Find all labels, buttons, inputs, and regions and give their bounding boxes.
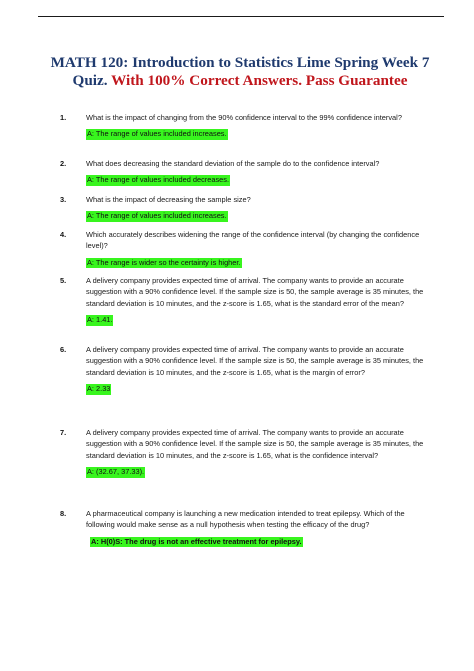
question-text: What does decreasing the standard deviation of the sample do to the confidence interval? [86, 159, 380, 168]
answer-highlight: A: 2.33 [87, 384, 111, 394]
title-accent: With 100% Correct Answers. Pass Guarantee [111, 72, 408, 89]
question-number: 2. [60, 159, 67, 168]
question-number: 5. [60, 276, 67, 285]
answer-highlight: A: H(0)S: The drug is not an effective treatment for epilepsy. [91, 536, 302, 546]
title-separator: . [103, 72, 112, 89]
answer-highlight: A: 1.41. [87, 315, 113, 325]
title-main: MATH 120: Introduction to Statistics Lime Spring Week 7 Quiz [50, 54, 430, 89]
question-text: A delivery company provides expected time of arrival. The company wants to provide an accurate suggestion with a 90% confidence level. If the sample size is 50, the sample average is 35 minutes, the standard deviation is 10 minutes, and the z-score is 1.65, what is the standard error of the mean? [86, 276, 424, 308]
question-text: What is the impact of changing from the 90% confidence interval to the 99% confidence interval? [86, 113, 402, 122]
question-item-7 [60, 427, 432, 479]
answer-highlight: A: (32.67, 37.33). [87, 467, 145, 477]
question-item-8 [60, 508, 432, 549]
question-text: Which accurately describes widening the range of the confidence interval (by changing the confidence level)? [86, 230, 420, 251]
question-number: 1. [60, 113, 67, 122]
question-item-5 [60, 275, 432, 327]
question-text: A delivery company provides expected time of arrival. The company wants to provide an accurate suggestion with a 90% confidence level. If the sample size is 50, the sample average is 35 minutes, the standard deviation is 10 minutes, and the z-score is 1.65, what is the confidence interval? [86, 428, 424, 460]
answer-highlight: A: The range of values included increases. [87, 129, 227, 139]
question-text: A delivery company provides expected time of arrival. The company wants to provide an accurate suggestion with a 90% confidence level. If the sample size is 50, the sample average is 35 minutes, the standard deviation is 10 minutes, and the z-score is 1.65, what is the margin of error? [86, 345, 424, 377]
question-number: 8. [60, 509, 67, 518]
question-text: A pharmaceutical company is launching a new medication intended to treat epilepsy. Which of the following would make sense as a null hypothesis when testing the efficacy of the drug? [86, 509, 405, 530]
question-number: 6. [60, 345, 67, 354]
question-number: 3. [60, 195, 67, 204]
question-item-1 [60, 112, 432, 141]
answer-highlight: A: The range of values included decreases. [87, 175, 230, 185]
question-item-2 [60, 158, 432, 187]
question-item-6 [60, 344, 432, 396]
answer-highlight: A: The range of values included increases. [87, 211, 227, 221]
question-item-3 [60, 194, 432, 223]
question-number: 7. [60, 428, 67, 437]
question-number: 4. [60, 230, 67, 239]
question-item-4 [60, 229, 432, 270]
answer-highlight: A: The range is wider so the certainty is higher. [87, 257, 241, 267]
question-text: What is the impact of decreasing the sample size? [86, 195, 251, 204]
